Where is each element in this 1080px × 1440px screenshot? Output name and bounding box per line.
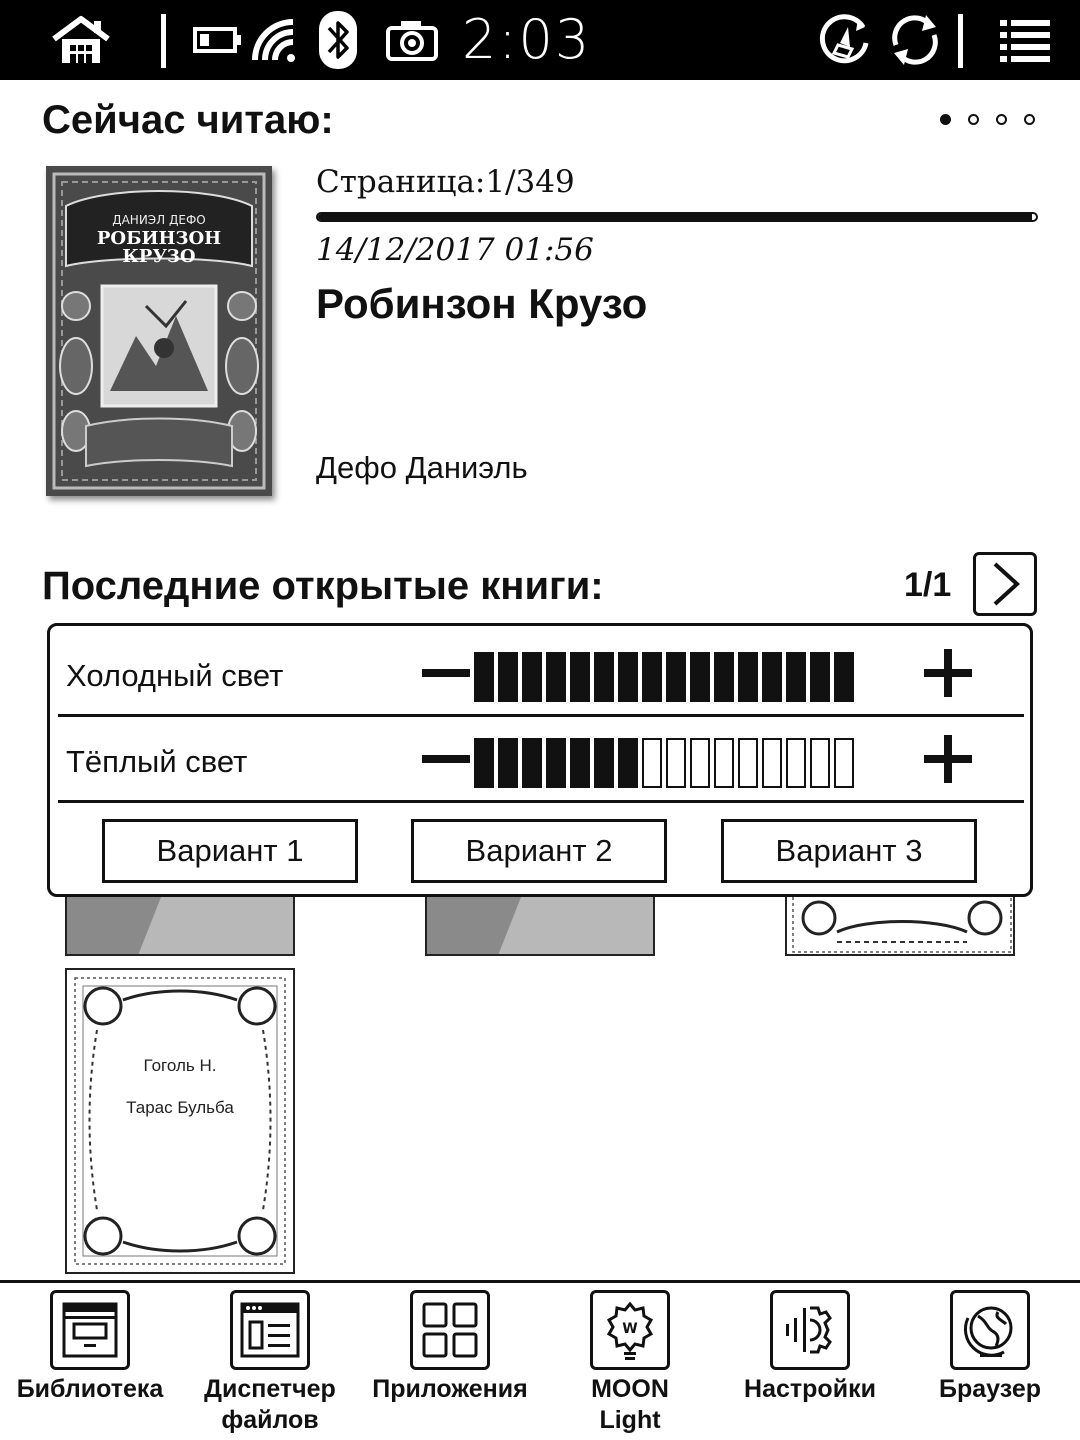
preset-2-button[interactable]: Вариант 2 — [411, 819, 667, 883]
light-level-segment — [570, 738, 590, 788]
dock-moon-light[interactable] — [540, 1290, 720, 1440]
chevron-right-icon — [985, 560, 1025, 608]
cold-light-row — [58, 630, 1024, 716]
light-level-segment — [474, 652, 494, 702]
light-level-segment — [762, 738, 782, 788]
reading-progress-fill — [318, 214, 1032, 220]
light-level-segment — [786, 738, 806, 788]
dock-label: Приложения — [372, 1375, 528, 1403]
cold-light-slider[interactable] — [474, 652, 854, 702]
page-indicator[interactable] — [940, 114, 1035, 125]
cover-title-text: Тарас Бульба — [126, 1098, 234, 1117]
minus-icon — [422, 668, 470, 678]
light-level-segment — [498, 738, 518, 788]
clock: 2:03 — [462, 8, 592, 71]
light-level-segment — [690, 652, 710, 702]
current-book-author: Дефо Даниэль — [316, 450, 528, 485]
status-divider — [958, 14, 963, 68]
light-level-segment — [666, 738, 686, 788]
light-level-segment — [522, 738, 542, 788]
preset-1-button[interactable]: Вариант 1 — [102, 819, 358, 883]
dock-label: Настройки — [744, 1375, 876, 1403]
light-level-segment — [618, 738, 638, 788]
light-level-segment — [690, 738, 710, 788]
dock-apps[interactable] — [360, 1290, 540, 1440]
dock-divider — [0, 1280, 1080, 1283]
browser-icon — [950, 1290, 1030, 1370]
cold-light-increase-button[interactable] — [916, 630, 980, 716]
cold-light-label: Холодный свет — [66, 658, 284, 693]
light-level-segment — [834, 652, 854, 702]
light-level-segment — [570, 652, 590, 702]
frontlight-panel — [47, 623, 1033, 897]
light-level-segment — [738, 652, 758, 702]
light-level-segment — [714, 738, 734, 788]
light-level-segment — [738, 738, 758, 788]
recent-book-cover[interactable] — [65, 968, 295, 1274]
cover-author-text: ДАНИЭЛ ДЕФО — [112, 213, 206, 227]
light-level-segment — [810, 652, 830, 702]
clean-icon[interactable] — [816, 0, 874, 80]
light-level-segment — [642, 652, 662, 702]
light-level-segment — [642, 738, 662, 788]
plus-icon — [924, 649, 972, 697]
warm-light-row — [58, 716, 1024, 802]
battery-icon — [192, 0, 244, 80]
moon-light-icon — [590, 1290, 670, 1370]
cover-author-text: Гоголь Н. — [143, 1056, 217, 1075]
file-manager-icon — [230, 1290, 310, 1370]
current-book-cover[interactable] — [46, 166, 272, 496]
dock-label: Библиотека — [16, 1375, 164, 1403]
recent-books-heading: Последние открытые книги: — [42, 564, 604, 608]
dock-browser[interactable] — [900, 1290, 1080, 1440]
dock-label: Браузер — [939, 1375, 1041, 1403]
sync-icon[interactable] — [884, 0, 946, 80]
dock-label: MOON Light — [591, 1375, 669, 1434]
recent-page-counter: 1/1 — [904, 566, 952, 604]
last-opened-date: 14/12/2017 01:56 — [316, 232, 594, 268]
bluetooth-icon — [316, 0, 360, 80]
dock-label: Диспетчер файлов — [204, 1375, 336, 1434]
minus-icon — [422, 754, 470, 764]
light-level-segment — [666, 652, 686, 702]
svg-text:W: W — [622, 1321, 638, 1337]
page-dot — [940, 114, 951, 125]
wifi-icon — [250, 0, 300, 80]
light-level-segment — [522, 652, 542, 702]
status-divider — [161, 14, 166, 68]
preset-3-button[interactable]: Вариант 3 — [721, 819, 977, 883]
current-book-title[interactable]: Робинзон Крузо — [316, 280, 648, 327]
light-level-segment — [546, 738, 566, 788]
current-reading-heading: Сейчас читаю: — [42, 98, 334, 142]
camera-icon — [384, 0, 440, 80]
reading-progress-bar — [316, 212, 1038, 222]
warm-light-slider[interactable] — [474, 738, 854, 788]
menu-icon[interactable] — [996, 0, 1054, 80]
cold-light-decrease-button[interactable] — [414, 630, 478, 716]
dock-file-manager[interactable] — [180, 1290, 360, 1440]
page-counter: Страница:1/349 — [316, 164, 575, 200]
light-level-segment — [498, 652, 518, 702]
light-level-segment — [786, 652, 806, 702]
page-dot — [968, 114, 979, 125]
light-level-segment — [714, 652, 734, 702]
light-level-segment — [762, 652, 782, 702]
dock-settings[interactable] — [720, 1290, 900, 1440]
library-icon — [50, 1290, 130, 1370]
plus-icon — [924, 735, 972, 783]
apps-icon — [410, 1290, 490, 1370]
light-level-segment — [834, 738, 854, 788]
status-bar — [0, 0, 1080, 80]
next-page-button[interactable] — [973, 552, 1037, 616]
settings-icon — [770, 1290, 850, 1370]
dock-library[interactable] — [0, 1290, 180, 1440]
light-level-segment — [594, 652, 614, 702]
warm-light-increase-button[interactable] — [916, 716, 980, 802]
home-icon[interactable] — [48, 0, 114, 80]
light-level-segment — [810, 738, 830, 788]
warm-light-decrease-button[interactable] — [414, 716, 478, 802]
light-level-segment — [594, 738, 614, 788]
page-dot — [1024, 114, 1035, 125]
light-level-segment — [618, 652, 638, 702]
row-divider — [58, 800, 1024, 803]
warm-light-label: Тёплый свет — [66, 744, 248, 779]
cover-title-line2: КРУЗО — [122, 246, 196, 267]
light-level-segment — [474, 738, 494, 788]
light-level-segment — [546, 652, 566, 702]
page-dot — [996, 114, 1007, 125]
cover-title-line1: РОБИНЗОН — [96, 228, 222, 249]
